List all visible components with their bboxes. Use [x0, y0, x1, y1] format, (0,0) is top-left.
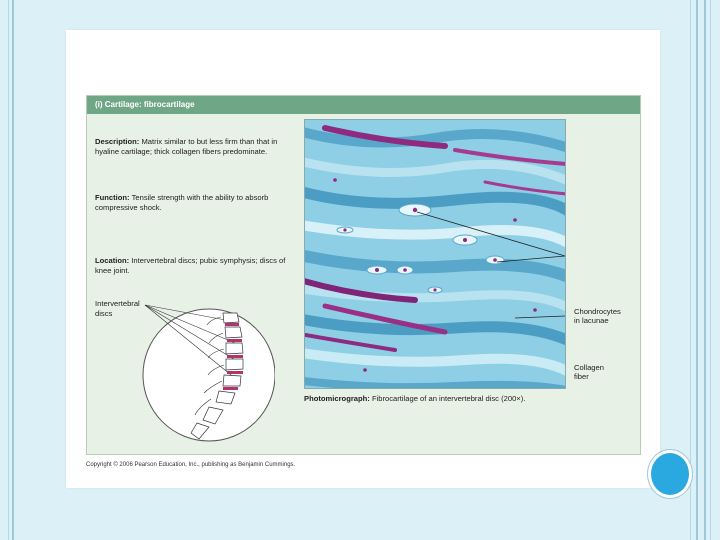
- function-text: [95, 193, 287, 212]
- caption-label: Photomicrograph:: [304, 394, 370, 403]
- location-label: Location:: [95, 256, 130, 265]
- frame-line: [690, 0, 691, 540]
- location-text: [95, 256, 287, 275]
- chondrocytes-callout-line2: in lacunae: [574, 316, 609, 325]
- collagen-callout: [574, 363, 604, 381]
- frame-line: [8, 0, 9, 540]
- chondrocytes-callout-line1: Chondrocytes: [574, 307, 621, 316]
- caption-body: Fibrocartilage of an intervertebral disc (200×).: [371, 394, 526, 403]
- slide: [66, 30, 660, 488]
- slide-number-badge: [648, 450, 692, 498]
- frame-line: [696, 0, 698, 540]
- diagram-label-line2: discs: [95, 308, 113, 318]
- collagen-callout-line2: fiber: [574, 372, 589, 381]
- collagen-callout-line1: Collagen: [574, 363, 604, 372]
- textbook-figure-panel: [86, 95, 641, 455]
- chondrocytes-callout: [574, 307, 621, 325]
- photomicrograph-caption: [304, 394, 554, 404]
- photomicrograph: [304, 119, 566, 389]
- description-label: Description:: [95, 137, 140, 146]
- location-body: Intervertebral discs; pubic symphysis; discs of knee joint.: [95, 256, 286, 275]
- copyright-notice: Copyright © 2006 Pearson Education, Inc., publishing as Benjamin Cummings.: [86, 462, 296, 468]
- function-body: Tensile strength with the ability to absorb compressive shock.: [95, 193, 269, 212]
- description-body: Matrix similar to but less firm than that in hyaline cartilage; thick collagen fibers predominate.: [95, 137, 278, 156]
- frame-line: [710, 0, 711, 540]
- frame-line: [704, 0, 706, 540]
- spine-diagram: [139, 301, 275, 449]
- description-text: [95, 137, 287, 156]
- panel-header: (i) Cartilage: fibrocartilage: [87, 96, 640, 114]
- function-label: Function:: [95, 193, 130, 202]
- diagram-label-line1: Intervertebral: [95, 299, 140, 308]
- frame-line: [12, 0, 14, 540]
